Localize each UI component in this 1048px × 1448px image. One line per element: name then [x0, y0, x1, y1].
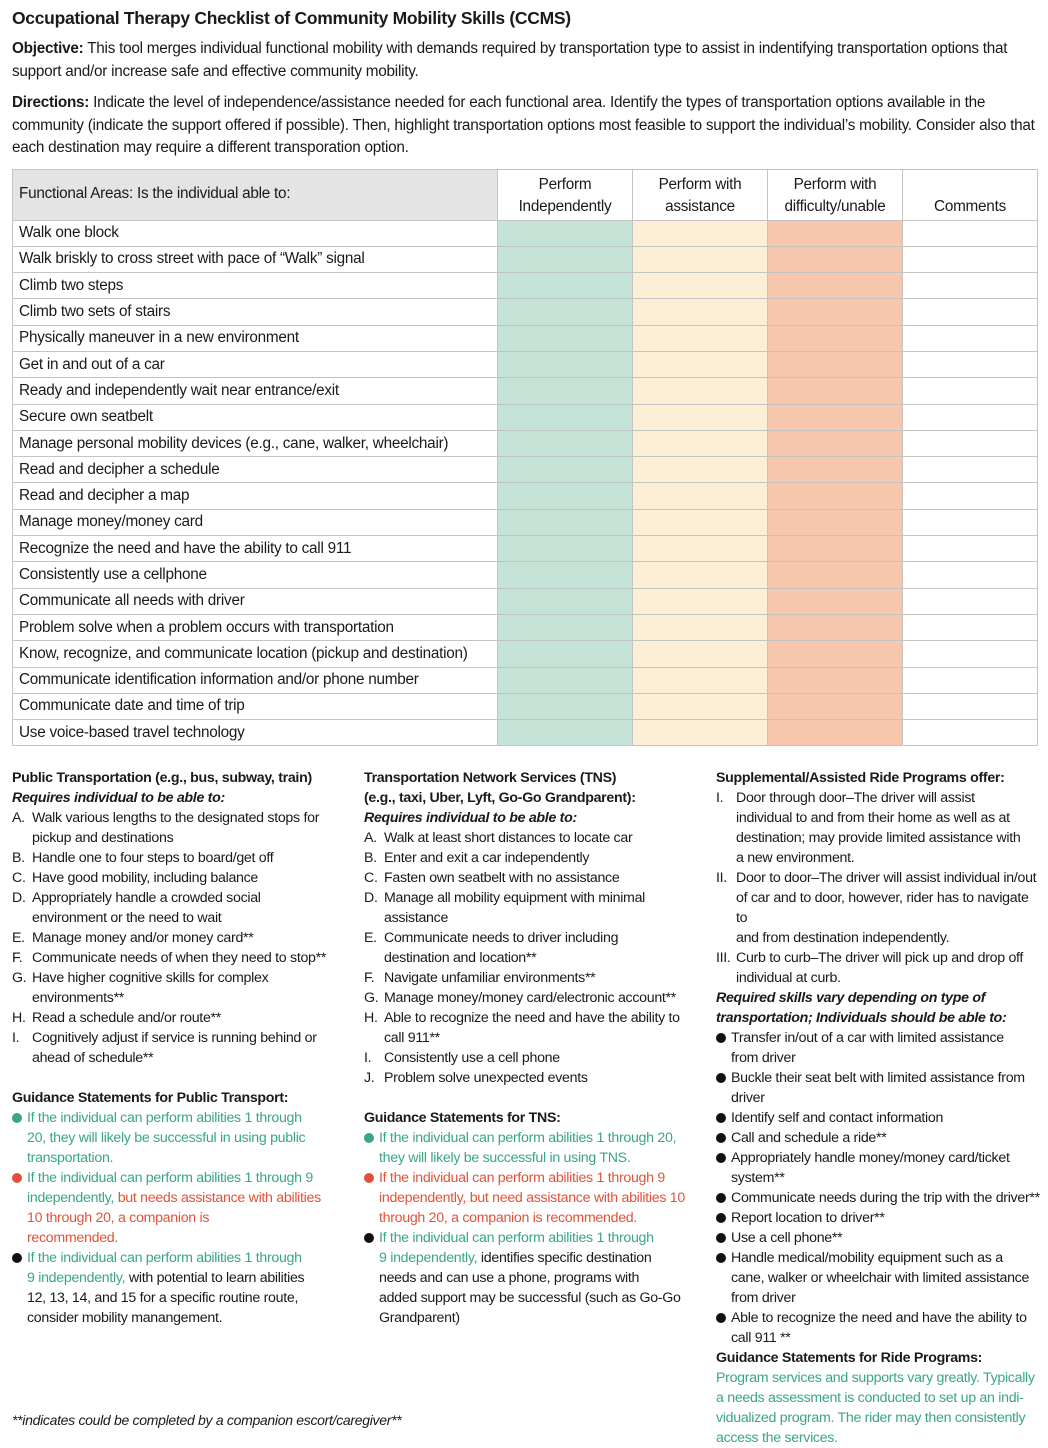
table-row — [13, 614, 1038, 640]
difficulty-cell[interactable] — [768, 351, 903, 377]
document — [12, 8, 1037, 746]
list-marker: E. — [12, 930, 25, 946]
tns-requirement-item: D. Manage all mobility equipment with minimal assistance — [364, 890, 646, 926]
independent-cell[interactable] — [498, 693, 633, 719]
difficulty-cell[interactable] — [768, 667, 903, 693]
table-row — [13, 641, 1038, 667]
public-requires: Requires individual to be able to: — [12, 790, 225, 806]
tns-requirement-item: J. Problem solve unexpected events — [364, 1070, 588, 1086]
list-marker: J. — [364, 1070, 375, 1086]
functional-area-label: Communicate identification information and/or phone number — [13, 667, 498, 693]
list-marker: E. — [364, 930, 377, 946]
independent-cell[interactable] — [498, 378, 633, 404]
table-row — [13, 483, 1038, 509]
bullet-icon — [716, 1073, 726, 1083]
list-marker: D. — [364, 890, 378, 906]
guidance-item: If the individual can perform abilities 1 through 20, they will likely be successful in using public transportation. — [12, 1108, 342, 1168]
functional-area-label: Consistently use a cellphone — [13, 562, 498, 588]
ride-service-level-item: I. Door through door–The driver will assist individual to and from their home as well as at destination; may provide limited assistance with a new environment. — [716, 790, 1021, 866]
comments-cell[interactable] — [903, 325, 1038, 351]
comments-cell[interactable] — [903, 509, 1038, 535]
comments-cell[interactable] — [903, 378, 1038, 404]
comments-cell[interactable] — [903, 720, 1038, 746]
tns-requirement-item: E. Communicate needs to driver including destination and location** — [364, 930, 619, 966]
public-requirement-item: D. Appropriately handle a crowded social environment or the need to wait — [12, 890, 261, 926]
objective-text: This tool merges individual functional mobility with demands required by transportation type to assist in indentifying transportation options that support and/or increase safe and effective community mobility. — [12, 40, 1008, 80]
difficulty-cell[interactable] — [768, 325, 903, 351]
tns-requirement-item: A. Walk at least short distances to locate car — [364, 830, 633, 846]
table-row — [13, 509, 1038, 535]
objective-label: Objective: — [12, 40, 84, 57]
difficulty-cell[interactable] — [768, 693, 903, 719]
difficulty-cell[interactable] — [768, 457, 903, 483]
header-difficulty: Perform with difficulty/unable — [768, 169, 903, 220]
ride-skill-item: Able to recognize the need and have the ability to call 911 ** — [716, 1308, 1042, 1348]
black-dot-icon — [364, 1233, 374, 1243]
public-requirement-item: H. Read a schedule and/or route** — [12, 1010, 221, 1026]
independent-cell[interactable] — [498, 536, 633, 562]
difficulty-cell[interactable] — [768, 509, 903, 535]
header-comments: Comments — [903, 169, 1038, 220]
bullet-icon — [716, 1233, 726, 1243]
tns-section — [364, 768, 694, 1328]
header-assistance: Perform with assistance — [633, 169, 768, 220]
tns-requirement-item: C. Fasten own seatbelt with no assistance — [364, 870, 620, 886]
independent-cell[interactable] — [498, 299, 633, 325]
functional-area-label: Communicate date and time of trip — [13, 693, 498, 719]
ride-guidance-text: Program services and supports vary greatly. Typically a needs assessment is conducted to set up an indi- vidualized program. The rider may then consistently access the services. — [716, 1370, 1035, 1446]
independent-cell[interactable] — [498, 404, 633, 430]
tns-requirement-item: B. Enter and exit a car independently — [364, 850, 590, 866]
table-row — [13, 562, 1038, 588]
independent-cell[interactable] — [498, 483, 633, 509]
assistance-cell[interactable] — [633, 220, 768, 246]
tns-guidance-list — [364, 1128, 694, 1328]
difficulty-cell[interactable] — [768, 273, 903, 299]
public-requirement-item: A. Walk various lengths to the designated stops for pickup and destinations — [12, 810, 320, 846]
bullet-icon — [716, 1153, 726, 1163]
comments-cell[interactable] — [903, 693, 1038, 719]
public-requirement-item: G. Have higher cognitive skills for complex environments** — [12, 970, 269, 1006]
difficulty-cell[interactable] — [768, 299, 903, 325]
assistance-cell[interactable] — [633, 351, 768, 377]
difficulty-cell[interactable] — [768, 562, 903, 588]
table-row — [13, 536, 1038, 562]
list-marker: C. — [364, 870, 378, 886]
ride-guidance-title: Guidance Statements for Ride Programs: — [716, 1350, 983, 1366]
table-row — [13, 378, 1038, 404]
tns-requirement-item: H. Able to recognize the need and have the ability to call 911** — [364, 1010, 680, 1046]
difficulty-cell[interactable] — [768, 641, 903, 667]
guidance-item: If the individual can perform abilities 1 through 20, they will likely be successful in using TNS. — [364, 1128, 694, 1168]
public-requirement-item: I. Cognitively adjust if service is running behind or ahead of schedule** — [12, 1030, 317, 1066]
difficulty-cell[interactable] — [768, 483, 903, 509]
ride-skill-item: Buckle their seat belt with limited assistance from driver — [716, 1068, 1042, 1108]
tns-requirement-item: F. Navigate unfamiliar environments** — [364, 970, 596, 986]
table-row — [13, 588, 1038, 614]
independent-cell[interactable] — [498, 430, 633, 456]
difficulty-cell[interactable] — [768, 588, 903, 614]
list-marker: I. — [716, 790, 724, 806]
table-row — [13, 246, 1038, 272]
independent-cell[interactable] — [498, 220, 633, 246]
ride-service-levels-list — [716, 788, 1042, 988]
assistance-cell[interactable] — [633, 536, 768, 562]
tns-requirement-item: G. Manage money/money card/electronic account** — [364, 990, 676, 1006]
page-title: Occupational Therapy Checklist of Community Mobility Skills (CCMS) — [12, 8, 571, 28]
assistance-cell[interactable] — [633, 457, 768, 483]
table-row — [13, 693, 1038, 719]
public-requirement-item: F. Communicate needs of when they need to stop** — [12, 950, 327, 966]
assistance-cell[interactable] — [633, 641, 768, 667]
header-independent: Perform Independently — [498, 169, 633, 220]
comments-cell[interactable] — [903, 273, 1038, 299]
directions-label: Directions: — [12, 94, 90, 111]
comments-cell[interactable] — [903, 536, 1038, 562]
independent-cell[interactable] — [498, 641, 633, 667]
public-requirement-item: C. Have good mobility, including balance — [12, 870, 259, 886]
table-row — [13, 430, 1038, 456]
functional-area-label: Walk briskly to cross street with pace of “Walk” signal — [13, 246, 498, 272]
difficulty-cell[interactable] — [768, 378, 903, 404]
functional-areas-table — [12, 169, 1038, 747]
functional-area-label: Problem solve when a problem occurs with transportation — [13, 614, 498, 640]
list-marker: B. — [12, 850, 25, 866]
public-title: Public Transportation (e.g., bus, subway, train) — [12, 770, 312, 786]
assistance-cell[interactable] — [633, 720, 768, 746]
ride-skill-item: Use a cell phone** — [716, 1228, 1042, 1248]
table-row — [13, 404, 1038, 430]
tns-subtitle: (e.g., taxi, Uber, Lyft, Go-Go Grandparent): — [364, 790, 636, 806]
bullet-icon — [716, 1133, 726, 1143]
assistance-cell[interactable] — [633, 404, 768, 430]
public-requirement-item: E. Manage money and/or money card** — [12, 930, 254, 946]
list-marker: I. — [12, 1030, 20, 1046]
independent-cell[interactable] — [498, 562, 633, 588]
independent-cell[interactable] — [498, 351, 633, 377]
public-transportation-section — [12, 768, 342, 1328]
table-row — [13, 220, 1038, 246]
assistance-cell[interactable] — [633, 325, 768, 351]
assistance-cell[interactable] — [633, 378, 768, 404]
comments-cell[interactable] — [903, 220, 1038, 246]
list-marker: H. — [12, 1010, 26, 1026]
ride-skill-item: Call and schedule a ride** — [716, 1128, 1042, 1148]
functional-area-label: Read and decipher a map — [13, 483, 498, 509]
table-row — [13, 351, 1038, 377]
list-marker: C. — [12, 870, 26, 886]
assistance-cell[interactable] — [633, 246, 768, 272]
tns-requirements-list — [364, 828, 694, 1088]
list-marker: A. — [364, 830, 377, 846]
list-marker: F. — [12, 950, 23, 966]
footnote: **indicates could be completed by a companion escort/caregiver** — [12, 1412, 402, 1428]
independent-cell[interactable] — [498, 325, 633, 351]
black-dot-icon — [12, 1253, 22, 1263]
difficulty-cell[interactable] — [768, 536, 903, 562]
difficulty-cell[interactable] — [768, 404, 903, 430]
ride-skill-item: Communicate needs during the trip with the driver** — [716, 1188, 1042, 1208]
bullet-icon — [716, 1253, 726, 1263]
list-marker: III. — [716, 950, 731, 966]
assistance-cell[interactable] — [633, 509, 768, 535]
guidance-item: If the individual can perform abilities 1 through 9 independently, but needs assistance with abilities 10 through 20, a companion is recommended. — [12, 1168, 342, 1248]
ride-programs-section — [716, 768, 1042, 1448]
comments-cell[interactable] — [903, 562, 1038, 588]
list-marker: I. — [364, 1050, 372, 1066]
functional-area-label: Secure own seatbelt — [13, 404, 498, 430]
independent-cell[interactable] — [498, 720, 633, 746]
functional-area-label: Walk one block — [13, 220, 498, 246]
difficulty-cell[interactable] — [768, 720, 903, 746]
public-guidance-list — [12, 1108, 342, 1328]
difficulty-cell[interactable] — [768, 614, 903, 640]
table-row — [13, 667, 1038, 693]
comments-cell[interactable] — [903, 404, 1038, 430]
independent-cell[interactable] — [498, 457, 633, 483]
list-marker: A. — [12, 810, 25, 826]
functional-area-label: Know, recognize, and communicate location (pickup and destination) — [13, 641, 498, 667]
tns-guidance-title: Guidance Statements for TNS: — [364, 1110, 561, 1126]
table-row — [13, 299, 1038, 325]
table-row — [13, 273, 1038, 299]
functional-area-label: Climb two steps — [13, 273, 498, 299]
directions-text: Indicate the level of independence/assistance needed for each functional area. Identify the types of transportation options available in the community (indicate the support offered if possible). Then, highlight transportation options most feasible to support the individual’s mobility. Consider also that each destination may require a different transporation option. — [12, 94, 1035, 156]
ride-skill-item: Report location to driver** — [716, 1208, 1042, 1228]
assistance-cell[interactable] — [633, 614, 768, 640]
independent-cell[interactable] — [498, 273, 633, 299]
independent-cell[interactable] — [498, 246, 633, 272]
guidance-item: If the individual can perform abilities 1 through 9 independently, with potential to learn abilities 12, 13, 14, and 15 for a specific routine route, consider mobility manangement. — [12, 1248, 342, 1328]
guidance-item: If the individual can perform abilities 1 through 9 independently, identifies specific destination needs and can use a phone, programs with added support may be successful (such as Go-Go Grandparent) — [364, 1228, 694, 1328]
red-dot-icon — [364, 1173, 374, 1183]
bullet-icon — [716, 1033, 726, 1043]
assistance-cell[interactable] — [633, 588, 768, 614]
independent-cell[interactable] — [498, 667, 633, 693]
table-header-row — [13, 169, 1038, 220]
ride-skills-list — [716, 1028, 1042, 1348]
assistance-cell[interactable] — [633, 273, 768, 299]
functional-area-label: Read and decipher a schedule — [13, 457, 498, 483]
table-row — [13, 720, 1038, 746]
tns-title: Transportation Network Services (TNS) — [364, 770, 617, 786]
ride-skill-item: Appropriately handle money/money card/ticket system** — [716, 1148, 1042, 1188]
comments-cell[interactable] — [903, 588, 1038, 614]
assistance-cell[interactable] — [633, 430, 768, 456]
tns-requirement-item: I. Consistently use a cell phone — [364, 1050, 560, 1066]
functional-area-label: Get in and out of a car — [13, 351, 498, 377]
green-dot-icon — [364, 1133, 374, 1143]
comments-cell[interactable] — [903, 457, 1038, 483]
assistance-cell[interactable] — [633, 562, 768, 588]
list-marker: F. — [364, 970, 375, 986]
functional-area-label: Recognize the need and have the ability to call 911 — [13, 536, 498, 562]
list-marker: D. — [12, 890, 26, 906]
difficulty-cell[interactable] — [768, 430, 903, 456]
public-guidance-title: Guidance Statements for Public Transport: — [12, 1090, 289, 1106]
assistance-cell[interactable] — [633, 483, 768, 509]
bullet-icon — [716, 1213, 726, 1223]
functional-area-label: Climb two sets of stairs — [13, 299, 498, 325]
independent-cell[interactable] — [498, 614, 633, 640]
functional-area-label: Manage money/money card — [13, 509, 498, 535]
comments-cell[interactable] — [903, 246, 1038, 272]
comments-cell[interactable] — [903, 483, 1038, 509]
functional-area-label: Manage personal mobility devices (e.g., cane, walker, wheelchair) — [13, 430, 498, 456]
directions-paragraph — [12, 92, 1037, 160]
public-requirement-item: B. Handle one to four steps to board/get off — [12, 850, 274, 866]
header-functional-areas: Functional Areas: Is the individual able to: — [13, 169, 498, 220]
comments-cell[interactable] — [903, 430, 1038, 456]
table-row — [13, 325, 1038, 351]
ride-title: Supplemental/Assisted Ride Programs offer: — [716, 770, 1005, 786]
independent-cell[interactable] — [498, 588, 633, 614]
comments-cell[interactable] — [903, 614, 1038, 640]
red-dot-icon — [12, 1173, 22, 1183]
list-marker: II. — [716, 870, 727, 886]
list-marker: G. — [12, 970, 27, 986]
functional-area-label: Use voice-based travel technology — [13, 720, 498, 746]
ride-required-skills: Required skills vary depending on type of transportation; Individuals should be able to: — [716, 990, 1007, 1026]
ride-skill-item: Handle medical/mobility equipment such as a cane, walker or wheelchair with limited assistance from driver — [716, 1248, 1042, 1308]
ride-skill-item: Transfer in/out of a car with limited assistance from driver — [716, 1028, 1042, 1068]
comments-cell[interactable] — [903, 299, 1038, 325]
comments-cell[interactable] — [903, 667, 1038, 693]
comments-cell[interactable] — [903, 351, 1038, 377]
list-marker: G. — [364, 990, 379, 1006]
functional-area-label: Physically maneuver in a new environment — [13, 325, 498, 351]
ride-service-level-item: II. Door to door–The driver will assist individual in/out of car and to door, however, rider has to navigate to and from destination independently. — [716, 870, 1037, 946]
table-row — [13, 457, 1038, 483]
guidance-item: If the individual can perform abilities 1 through 9 independently, but need assistance with abilities 10 through 20, a companion is recommended. — [364, 1168, 694, 1228]
objective-paragraph — [12, 38, 1037, 83]
list-marker: H. — [364, 1010, 378, 1026]
difficulty-cell[interactable] — [768, 220, 903, 246]
green-dot-icon — [12, 1113, 22, 1123]
comments-cell[interactable] — [903, 641, 1038, 667]
bullet-icon — [716, 1113, 726, 1123]
assistance-cell[interactable] — [633, 667, 768, 693]
bullet-icon — [716, 1313, 726, 1323]
functional-area-label: Communicate all needs with driver — [13, 588, 498, 614]
functional-area-label: Ready and independently wait near entrance/exit — [13, 378, 498, 404]
ride-service-level-item: III. Curb to curb–The driver will pick up and drop off individual at curb. — [716, 950, 1024, 986]
list-marker: B. — [364, 850, 377, 866]
assistance-cell[interactable] — [633, 299, 768, 325]
public-requirements-list — [12, 808, 342, 1068]
tns-requires: Requires individual to be able to: — [364, 810, 577, 826]
assistance-cell[interactable] — [633, 693, 768, 719]
bullet-icon — [716, 1193, 726, 1203]
difficulty-cell[interactable] — [768, 246, 903, 272]
ride-skill-item: Identify self and contact information — [716, 1108, 1042, 1128]
independent-cell[interactable] — [498, 509, 633, 535]
